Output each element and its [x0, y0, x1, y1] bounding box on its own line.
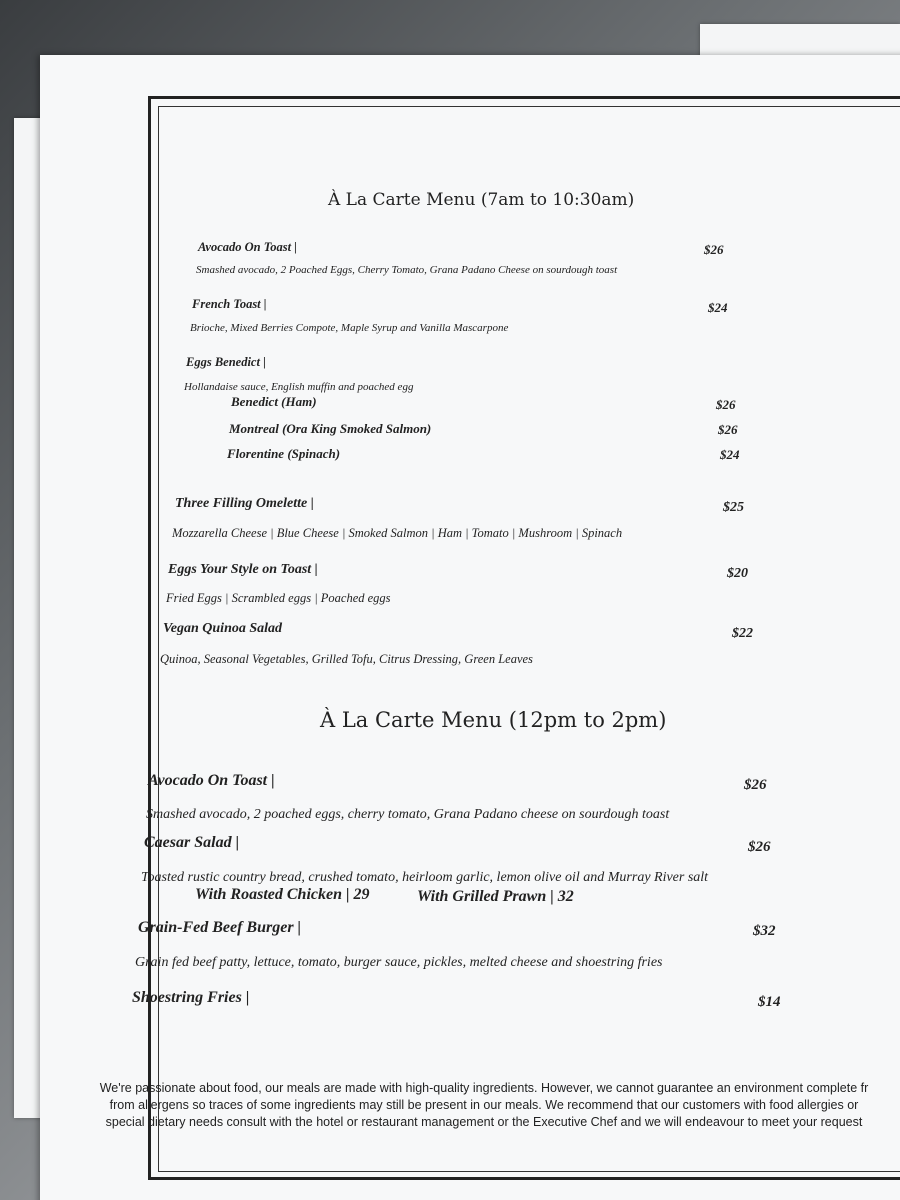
morning-item-price: $24 [708, 300, 728, 315]
lunch-item-desc: Toasted rustic country bread, crushed tomato, heirloom garlic, lemon olive oil and Murray River salt [141, 870, 709, 885]
benedict-option-name: Florentine (Spinach) [227, 446, 341, 461]
morning-item-desc: Hollandaise sauce, English muffin and poached egg [184, 381, 414, 393]
morning-item-name: Three Filling Omelette | [175, 496, 314, 511]
lunch-item-price: $26 [748, 839, 771, 855]
allergen-notice-line: We're passionate about food, our meals are made with high-quality ingredients. However, we cannot guarantee an environment complete fr [99, 1081, 869, 1095]
lunch-item-name: Caesar Salad | [144, 834, 240, 851]
caesar-addon-prawn: With Grilled Prawn | 32 [417, 888, 574, 905]
allergen-notice-line: special dietary needs consult with the hotel or restaurant management or the Executive Chef and we will endeavour to meet your request [105, 1115, 863, 1129]
benedict-option-name: Montreal (Ora King Smoked Salmon) [229, 421, 432, 436]
morning-item-desc: Smashed avocado, 2 Poached Eggs, Cherry Tomato, Grana Padano Cheese on sourdough toast [196, 264, 618, 276]
morning-item-price: $20 [727, 566, 748, 581]
benedict-option-price: $26 [718, 422, 738, 437]
lunch-item-desc: Grain fed beef patty, lettuce, tomato, burger sauce, pickles, melted cheese and shoestring fries [135, 955, 663, 970]
benedict-option-price: $26 [716, 397, 736, 412]
allergen-notice-line: from allergens so traces of some ingredients may still be present in our meals. We recommend that our customers with food allergies or [109, 1098, 859, 1112]
lunch-item-price: $26 [744, 777, 767, 793]
morning-item-desc: Mozzarella Cheese | Blue Cheese | Smoked Salmon | Ham | Tomato | Mushroom | Spinach [172, 526, 623, 540]
caesar-addon-chicken: With Roasted Chicken | 29 [195, 886, 370, 903]
lunch-item-name: Avocado On Toast | [148, 772, 275, 789]
lunch-item-name: Shoestring Fries | [132, 989, 250, 1006]
morning-item-price: $22 [732, 626, 753, 641]
allergen-notice [54, 1080, 900, 1131]
morning-item-price: $26 [704, 242, 724, 257]
morning-item-desc: Quinoa, Seasonal Vegetables, Grilled Tofu, Citrus Dressing, Green Leaves [160, 652, 533, 666]
morning-item-desc: Brioche, Mixed Berries Compote, Maple Syrup and Vanilla Mascarpone [190, 322, 509, 334]
lunch-menu-title: À La Carte Menu (12pm to 2pm) [320, 708, 667, 732]
lunch-item-desc: Smashed avocado, 2 poached eggs, cherry tomato, Grana Padano cheese on sourdough toast [146, 807, 670, 822]
lunch-item-name: Grain-Fed Beef Burger | [138, 919, 302, 936]
morning-item-name: Eggs Your Style on Toast | [168, 562, 318, 577]
morning-item-name: Eggs Benedict | [186, 355, 266, 369]
morning-item-name: Avocado On Toast | [198, 240, 297, 254]
morning-item-desc: Fried Eggs | Scrambled eggs | Poached eggs [166, 591, 391, 605]
lunch-item-price: $32 [753, 923, 776, 939]
morning-item-price: $25 [723, 500, 744, 515]
benedict-option-price: $24 [720, 447, 740, 462]
lunch-item-price: $14 [758, 994, 781, 1010]
morning-menu-title: À La Carte Menu (7am to 10:30am) [328, 190, 635, 210]
morning-item-name: Vegan Quinoa Salad [163, 621, 283, 636]
benedict-option-name: Benedict (Ham) [231, 394, 317, 409]
morning-item-name: French Toast | [192, 297, 267, 311]
